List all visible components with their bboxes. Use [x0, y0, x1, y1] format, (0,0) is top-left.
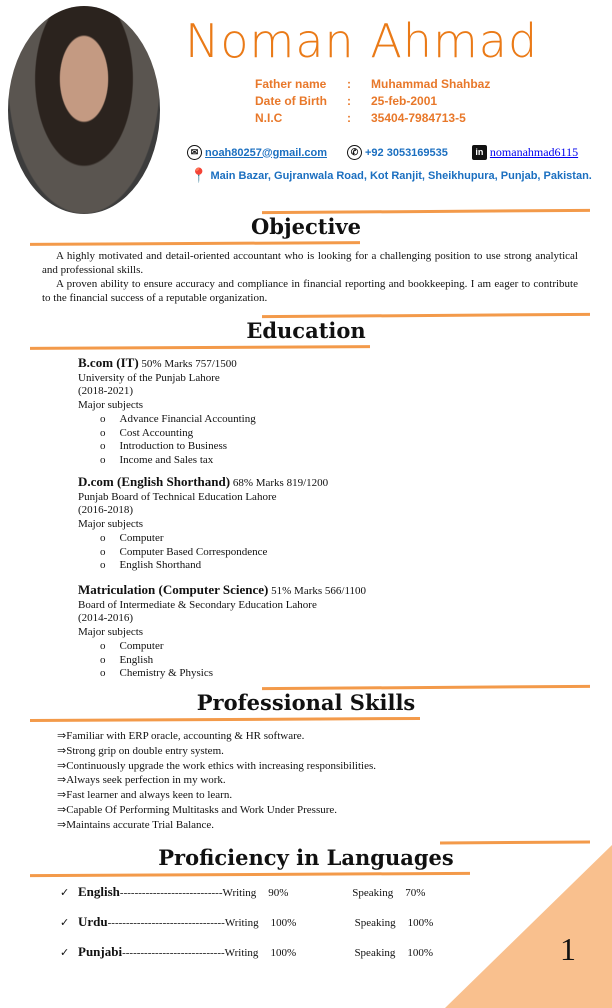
corner-decoration	[445, 845, 612, 1008]
info-row	[255, 93, 490, 110]
arrow-icon: ⇒	[57, 730, 67, 742]
skill-item: ⇒Continuously upgrade the work ethics with increasing responsibilities.	[57, 759, 377, 772]
info-separator: :	[347, 111, 351, 125]
phone-number: +92 3053169535	[365, 146, 448, 159]
arrow-icon: ⇒	[57, 744, 67, 757]
subject-item: o Introduction to Business	[100, 440, 256, 454]
check-icon: ✓	[60, 917, 70, 929]
degree: Matriculation (Computer Science)	[78, 582, 269, 597]
envelope-icon: ✉	[187, 145, 202, 160]
years: (2016-2018)	[78, 504, 133, 517]
skill-item: ⇒Always seek perfection in my work.	[57, 774, 226, 787]
subject-item: o Chemistry & Physics	[100, 667, 366, 681]
education-heading: Education	[0, 314, 612, 354]
subjects-label: Major subjects	[78, 518, 144, 531]
check-icon: ✓	[60, 947, 70, 959]
subject-item: o Income and Sales tax	[100, 454, 256, 468]
institution: Board of Intermediate & Secondary Education Lahore	[78, 598, 317, 611]
skills-list	[57, 729, 376, 833]
arrow-icon: ⇒	[57, 759, 67, 772]
writing-label: Writing	[222, 887, 257, 899]
info-label: N.I.C	[255, 111, 283, 125]
degree: D.com (English Shorthand)	[78, 474, 231, 489]
speaking-level: 70%	[405, 887, 426, 899]
writing-level: 100%	[270, 917, 297, 929]
marks: 51% Marks 566/1100	[268, 585, 367, 597]
speaking-label: Speaking	[354, 947, 396, 959]
email-link[interactable]: noah80257@gmail.com	[205, 146, 327, 159]
skills-heading: Professional Skills	[0, 686, 612, 726]
objective-text: A highly motivated and detail-oriented accountant who is looking for a challenging position to use strong analytical and professional skills. A proven ability to ensure accuracy and compliance in financial reporting and bookkeeping. I am eager to contribute to the financial success of a reputable organization.	[42, 250, 578, 304]
address-row	[190, 167, 592, 184]
education-entry	[78, 475, 328, 573]
subject-item: o Cost Accounting	[100, 427, 256, 441]
languages-heading: Proficiency in Languages	[0, 841, 612, 881]
info-value: 35404-7984713-5	[371, 111, 466, 125]
dashes: ----------------------------	[122, 947, 225, 959]
info-value: 25-feb-2001	[371, 94, 438, 108]
info-row	[255, 76, 490, 93]
skill-item: ⇒Maintains accurate Trial Balance.	[57, 818, 215, 831]
subject-item: o Advance Financial Accounting	[100, 413, 256, 427]
education-entry	[78, 356, 256, 468]
skill-item: ⇒Fast learner and always keen to learn.	[57, 789, 233, 802]
personal-info	[255, 76, 490, 127]
contact-row	[187, 145, 578, 160]
language-row	[60, 914, 433, 930]
subject-item: o English	[100, 654, 366, 668]
subjects-label: Major subjects	[78, 399, 144, 412]
arrow-icon: ⇒	[57, 774, 67, 787]
dashes: ----------------------------	[119, 887, 223, 899]
writing-label: Writing	[224, 917, 259, 929]
subject-item: o Computer	[100, 532, 328, 546]
page-number: 1	[560, 931, 576, 967]
language-name: English	[78, 884, 120, 899]
profile-photo	[8, 6, 160, 214]
phone-icon: ✆	[347, 145, 362, 160]
degree: B.com (IT)	[78, 355, 139, 370]
language-row	[60, 944, 433, 960]
subject-item: o Computer Based Correspondence	[100, 546, 328, 560]
info-separator: :	[347, 94, 351, 108]
linkedin-icon: in	[472, 145, 487, 160]
language-name: Punjabi	[78, 944, 123, 959]
marks: 50% Marks 757/1500	[138, 358, 237, 370]
writing-label: Writing	[224, 947, 259, 959]
subject-item: o English Shorthand	[100, 559, 328, 573]
info-row	[255, 110, 490, 127]
speaking-level: 100%	[407, 917, 434, 929]
skill-item: ⇒Strong grip on double entry system.	[57, 744, 224, 757]
arrow-icon: ⇒	[57, 789, 67, 802]
skill-item: ⇒Familiar with ERP oracle, accounting & HR software.	[57, 730, 305, 742]
info-separator: :	[347, 77, 351, 91]
check-icon: ✓	[60, 887, 70, 899]
years: (2014-2016)	[78, 612, 133, 625]
marks: 68% Marks 819/1200	[230, 477, 329, 489]
skill-item: ⇒Capable Of Performing Multitasks and Work Under Pressure.	[57, 803, 338, 816]
institution: Punjab Board of Technical Education Lahore	[78, 490, 277, 503]
years: (2018-2021)	[78, 385, 133, 398]
speaking-level: 100%	[407, 947, 434, 959]
language-row	[60, 884, 425, 900]
speaking-label: Speaking	[352, 887, 394, 899]
institution: University of the Punjab Lahore	[78, 371, 220, 384]
info-value: Muhammad Shahbaz	[371, 77, 491, 91]
speaking-label: Speaking	[354, 917, 396, 929]
objective-heading: Objective	[0, 210, 612, 250]
location-pin-icon: 📍	[190, 167, 208, 183]
education-entry	[78, 583, 366, 681]
dashes: --------------------------------	[107, 917, 225, 929]
subject-item: o Computer	[100, 640, 366, 654]
address: Main Bazar, Gujranwala Road, Kot Ranjit, Sheikhupura, Punjab, Pakistan.	[210, 169, 592, 182]
info-label: Date of Birth	[255, 94, 327, 108]
language-name: Urdu	[78, 914, 108, 929]
linkedin-link[interactable]: nomanahmad6115	[489, 145, 579, 159]
arrow-icon: ⇒	[57, 818, 67, 831]
arrow-icon: ⇒	[57, 803, 67, 816]
writing-level: 90%	[268, 887, 289, 899]
info-label: Father name	[255, 77, 327, 91]
subjects-label: Major subjects	[78, 626, 144, 639]
writing-level: 100%	[270, 947, 297, 959]
candidate-name: Noman Ahmad	[185, 14, 539, 68]
